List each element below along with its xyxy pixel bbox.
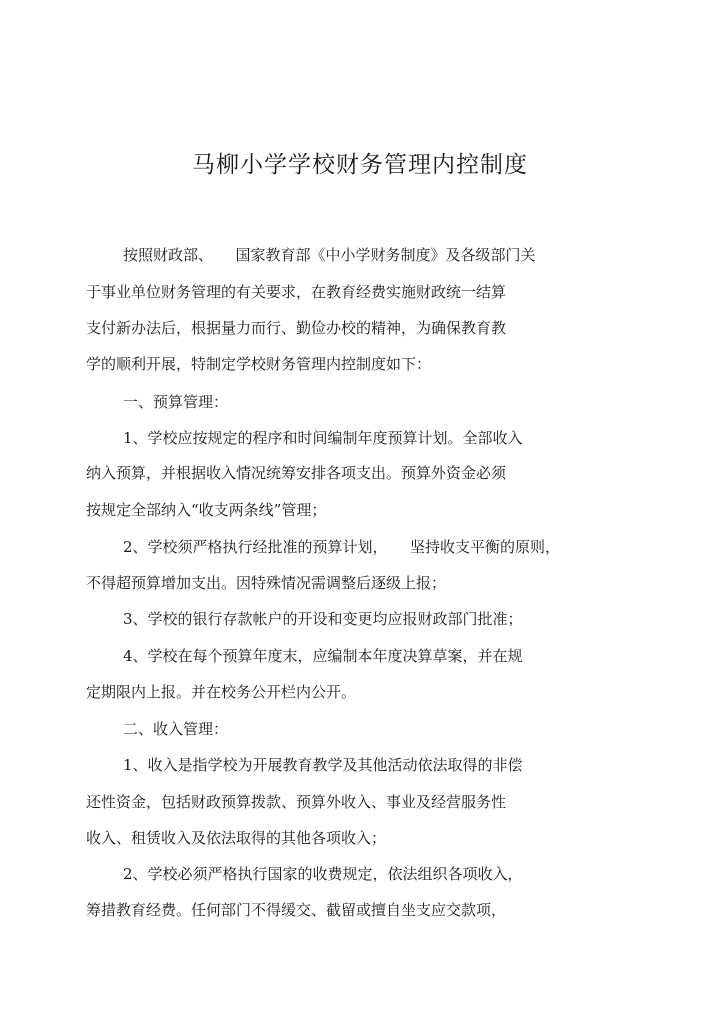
paragraph-line: 定期限内上报。并在校务公开栏内公开。 — [86, 683, 357, 701]
paragraph-line: 于事业单位财务管理的有关要求，在教育经费实施财政统一结算 — [86, 283, 507, 301]
paragraph-line: 学的顺利开展，特制定学校财务管理内控制度如下： — [86, 355, 432, 373]
paragraph-line: 按规定全部纳入“收支两条线”管理； — [86, 501, 327, 519]
paragraph-line: 2、学校须严格执行经批准的预算计划， 坚持收支平衡的原则， — [123, 538, 561, 556]
paragraph-line: 纳入预算，并根据收入情况统筹安排各项支出。预算外资金必须 — [86, 464, 507, 482]
paragraph-line: 3、学校的银行存款帐户的开设和变更均应报财政部门批准； — [123, 610, 523, 628]
paragraph-line: 收入、租赁收入及依法取得的其他各项收入； — [86, 829, 387, 847]
paragraph-line: 不得超预算增加支出。因特殊情况需调整后逐级上报； — [86, 574, 447, 592]
paragraph-line: 按照财政部、 国家教育部《中小学财务制度》及各级部门关 — [123, 246, 536, 264]
paragraph-line: 1、收入是指学校为开展教育教学及其他活动依法取得的非偿 — [123, 756, 523, 774]
paragraph-line: 筹措教育经费。任何部门不得缓交、截留或擅自坐支应交款项， — [86, 901, 507, 919]
paragraph-line: 4、学校在每个预算年度末，应编制本年度决算草案，并在规 — [123, 647, 523, 665]
document-title: 马柳小学学校财务管理内控制度 — [192, 152, 528, 178]
paragraph-line: 1、学校应按规定的程序和时间编制年度预算计划。全部收入 — [123, 429, 523, 447]
section-heading: 一、预算管理： — [123, 393, 229, 411]
paragraph-line: 还性资金，包括财政预算拨款、预算外收入、事业及经营服务性 — [86, 793, 507, 811]
paragraph-line: 支付新办法后，根据量力而行、勤俭办校的精神，为确保教育教 — [86, 319, 507, 337]
paragraph-line: 2、学校必须严格执行国家的收费规定，依法组织各项收入， — [123, 865, 523, 883]
section-heading: 二、收入管理： — [123, 720, 229, 738]
